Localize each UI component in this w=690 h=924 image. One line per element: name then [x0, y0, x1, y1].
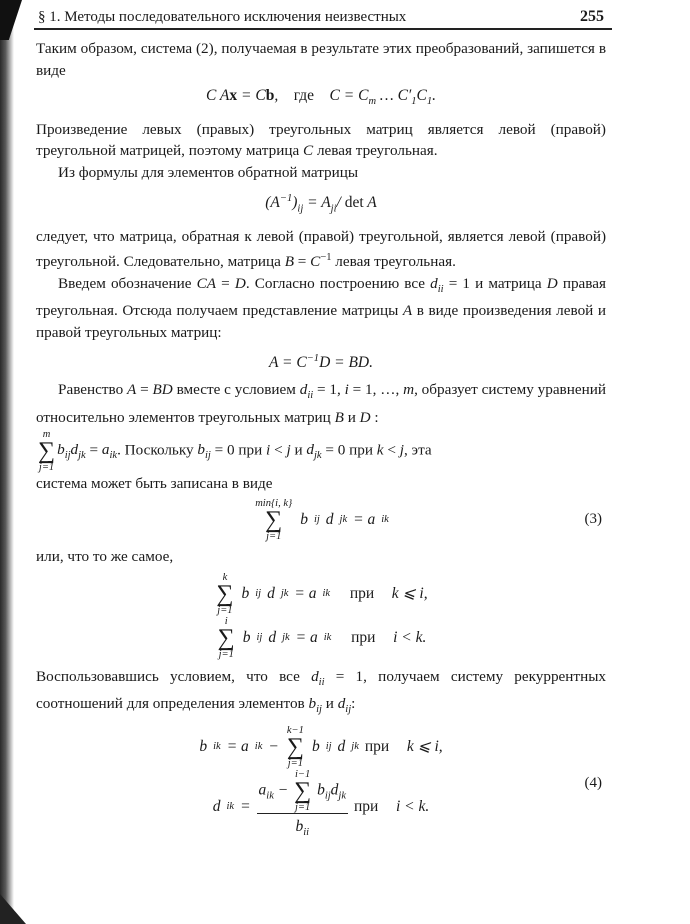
- formula-abd: $A = C^{-1}D$ = BD.: [268, 352, 374, 371]
- paragraph-7: m ∑ j=1 $b_{ij}d_{jk} = a_{ik}$. Поскольку $b_{ij} = 0$ при i < j и $d_{jk} = 0$ при k < j, эта: [38, 428, 432, 473]
- equation-4: b ik = a ik − k−1 ∑ j=1 b ij d jk при k ⩽ i, d ik = $a_{ik}$ − i−1 ∑ j=1 $b_{ij}d_{jk}$ $b_{ii}$ при i < k. (4): [199, 724, 602, 839]
- paragraph-9: или, что то же самое,: [36, 548, 174, 566]
- formula-inverse: $(A^{-1})_{ij} = A_{ji}/$ det A: [265, 192, 377, 214]
- paragraph-8: система может быть записана в виде: [36, 474, 273, 492]
- paragraph-10: Воспользовавшись условием, что все $d_{ii} = 1$, получаем систему рекуррентных соотношений для определения элементов $b_{ij}$ и $d_{ij}$:: [36, 667, 606, 716]
- section-title: § 1. Методы последовательного исключения неизвестных: [38, 9, 407, 25]
- paragraph-6: Равенство A = BD вместе с условием $d_{ii} = 1$, i = 1, …, m, образует систему уравнений относительно элементов треугольных матриц B и D :: [36, 381, 606, 426]
- page-header: [38, 8, 604, 30]
- equation-3-cases: k ∑ j=1 b ij d jk = a ik при k ⩽ i, i ∑ j=1 b ij d jk = a ik при i < k.: [216, 571, 428, 660]
- equation-4-number: (4): [584, 775, 602, 792]
- equation-3-number: (3): [584, 511, 602, 528]
- paragraph-2: Произведение левых (правых) треугольных матриц является левой (правой) треугольной матрицей, поэтому матрица C левая треугольная.: [36, 120, 606, 160]
- page-number: 255: [580, 8, 604, 25]
- equation-3: min{i, k} ∑ j=1 b ij d jk = a ik (3): [255, 498, 602, 543]
- scan-edge: [0, 0, 14, 924]
- header-rule: [34, 28, 612, 30]
- paragraph-4: следует, что матрица, обратная к левой (правой) треугольной, является левой (правой) треугольной. Следовательно, матрица $B = C^{-1}$ левая треугольная.: [36, 227, 606, 271]
- paragraph-5: Введем обозначение CA = D. Согласно построению все $d_{ii} = 1$ и матрица D правая треугольная. Отсюда получаем представление матрицы A в виде произведения левой и правой треугольных матриц:: [36, 274, 606, 341]
- paragraph-3: Из формулы для элементов обратной матрицы: [58, 164, 359, 182]
- page-body: [36, 38, 606, 848]
- formula-cax: C Ax = Cb, где $C = C_m$ … $C'_1C_1$.: [205, 87, 437, 108]
- paragraph-1: Таким образом, система (2), получаемая в результате этих преобразований, запишется в виде: [36, 40, 606, 79]
